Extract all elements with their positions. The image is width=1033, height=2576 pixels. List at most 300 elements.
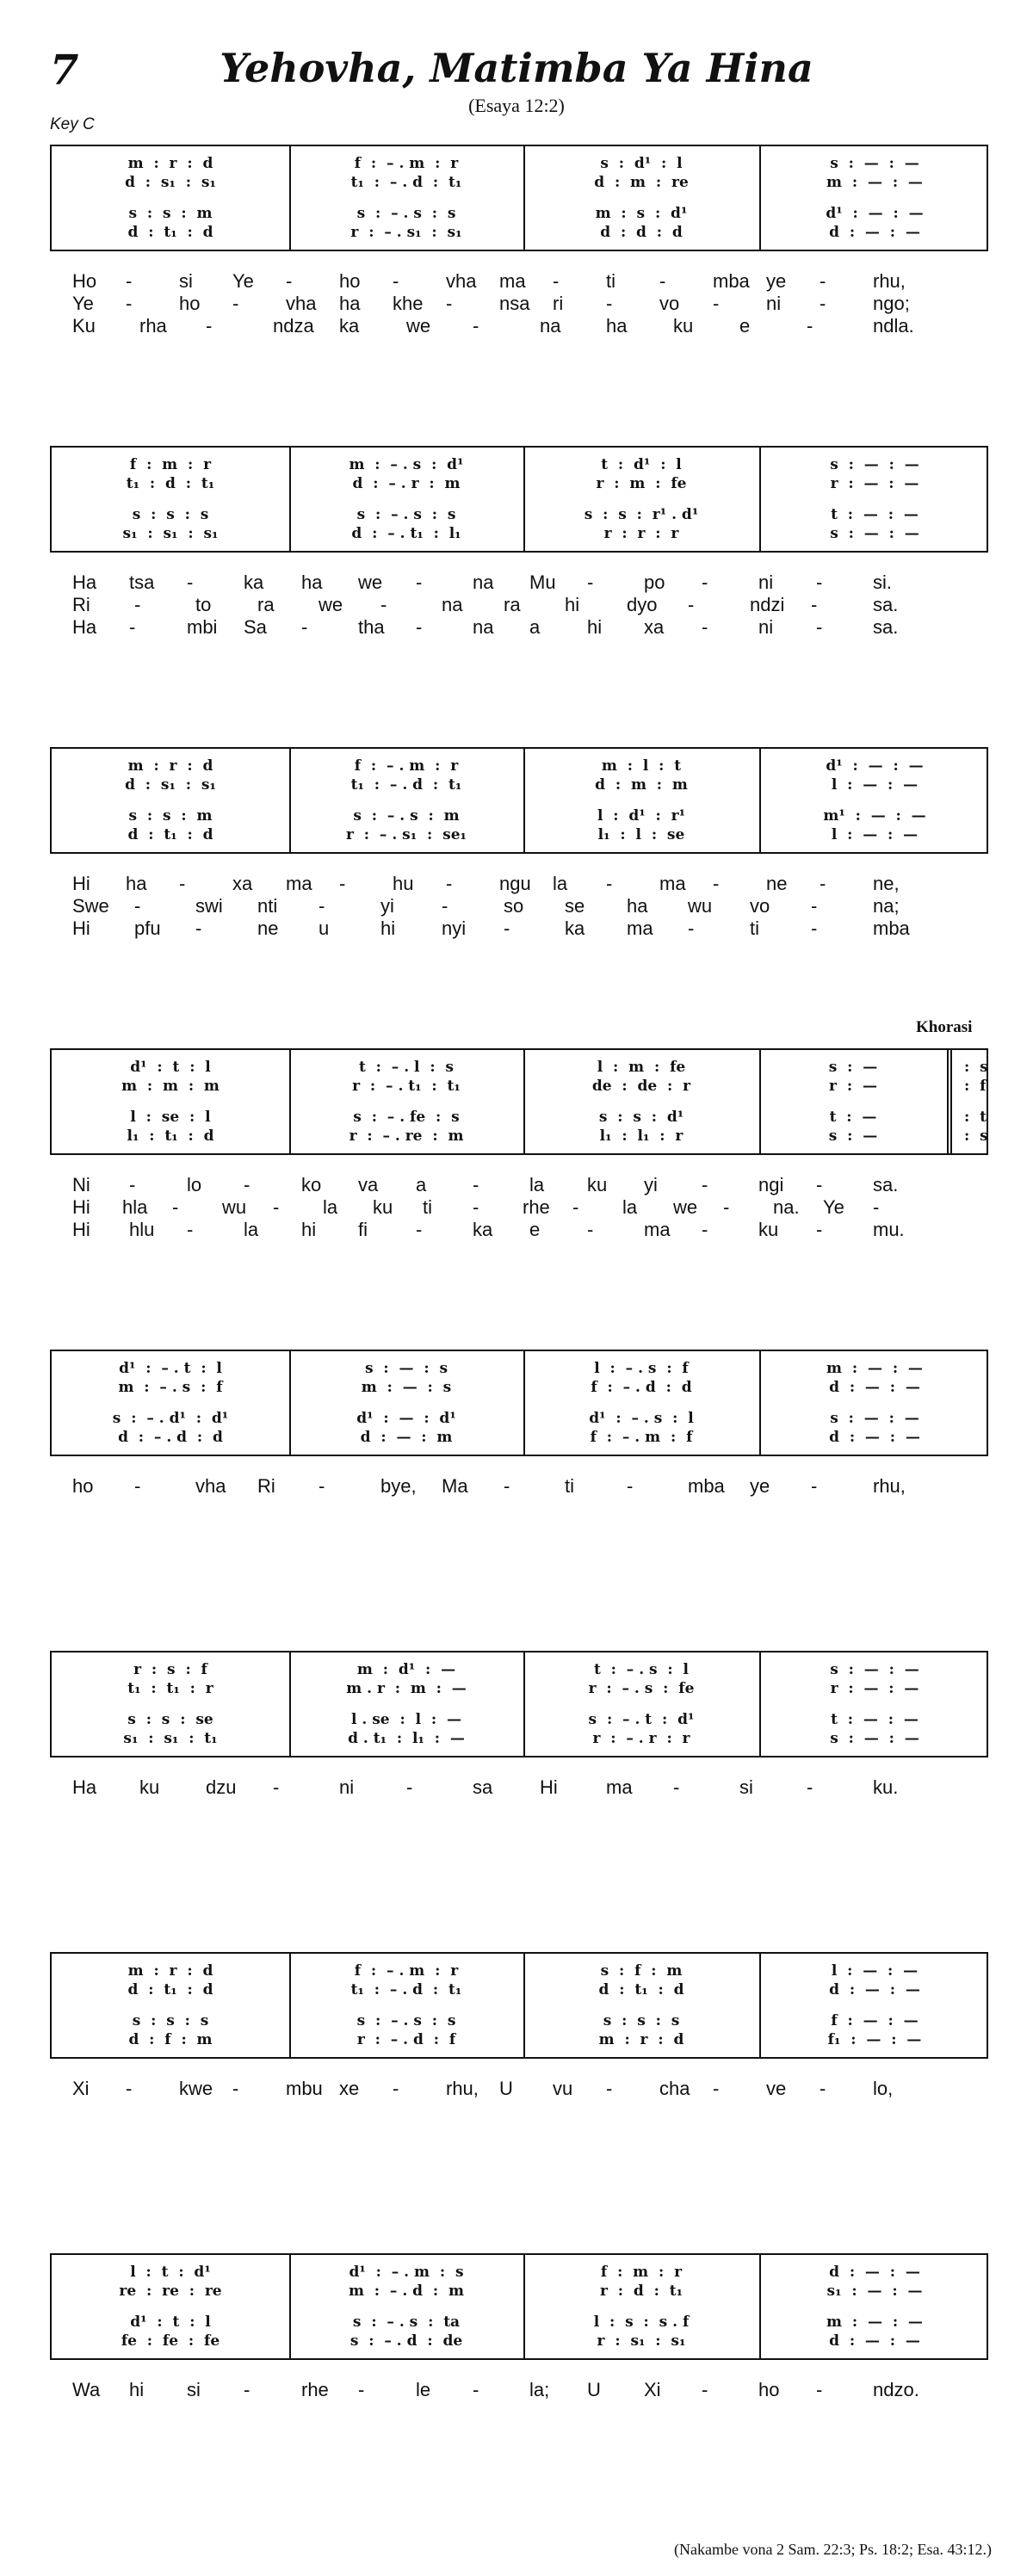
lyric-syllable: -	[816, 1219, 823, 1240]
measure-notes: s : – . d : de	[349, 2332, 463, 2350]
measure-notes: d¹ : — : —	[826, 757, 924, 775]
measure-notes: d : — : —	[829, 1379, 920, 1396]
lyric-syllable: va	[358, 1174, 379, 1195]
music-system	[50, 1048, 988, 1155]
measure-notes: t₁ : – . d : t₁	[350, 174, 462, 191]
lyric-syllable: ha	[301, 571, 323, 593]
lyric-syllable: -	[702, 1174, 708, 1195]
measure-notes: m : – . d : m	[348, 2283, 465, 2300]
lyric-syllable: si	[739, 1776, 753, 1798]
lyric-syllable: hi	[565, 594, 580, 615]
measure-notes: m : r : d	[127, 1962, 213, 1980]
voice-row	[52, 2332, 987, 2350]
lyric-syllable: -	[187, 571, 194, 593]
lyric-syllable: Ye	[232, 270, 254, 292]
measure-notes: d : t₁ : d	[127, 224, 213, 241]
lyric-line	[50, 873, 988, 895]
lyric-syllable: -	[393, 270, 399, 292]
measure-notes: m : d¹ : —	[356, 1661, 456, 1678]
measure-notes: s₁ : — : —	[826, 2283, 923, 2300]
lyric-syllable: yi	[644, 1174, 658, 1195]
lyric-syllable: ho	[339, 270, 361, 292]
measure-notes: f : – . m : r	[354, 155, 459, 172]
lyric-syllable: Ha	[72, 616, 97, 638]
chorus-label: Khorasi	[916, 1018, 973, 1036]
voice-row	[52, 174, 987, 191]
lyric-syllable: nti	[257, 895, 278, 917]
voice-row	[52, 1661, 987, 1678]
voice-row	[52, 1429, 987, 1446]
lyric-syllable: e	[529, 1219, 541, 1240]
lyric-syllable: ti	[606, 270, 615, 292]
measure-notes: t₁ : – . d : t₁	[350, 1981, 462, 1998]
measure-notes: d : s₁ : s₁	[125, 174, 216, 191]
lyric-syllable: ku	[373, 1196, 393, 1218]
measure-notes: s : – . s : ta	[352, 2313, 461, 2331]
voice-row	[52, 506, 987, 523]
lyric-syllable: -	[126, 2078, 133, 2099]
lyric-line	[50, 917, 988, 940]
measure-notes: s : s : se	[127, 1711, 213, 1728]
measure-notes: s : s : s	[603, 2012, 680, 2029]
lyric-line	[50, 1475, 988, 1498]
lyric-syllable: Ri	[257, 1475, 275, 1497]
measure-notes: d : — : —	[829, 224, 920, 241]
lyric-syllable: Xi	[644, 2379, 661, 2400]
lyric-syllable: mbu	[286, 2078, 323, 2099]
voice-row	[52, 1410, 987, 1427]
measure-notes: s : — : —	[830, 1661, 919, 1678]
lyric-syllable: -	[702, 616, 708, 638]
voice-row	[52, 807, 987, 825]
lyric-syllable: -	[873, 1196, 880, 1218]
measure-notes: d : s₁ : s₁	[125, 776, 216, 794]
lyric-syllable: -	[393, 2078, 399, 2099]
lyric-syllable: Xi	[72, 2078, 90, 2099]
lyric-syllable: ma	[606, 1776, 633, 1798]
lyric-syllable: ko	[301, 1174, 322, 1195]
lyric-syllable: swi	[195, 895, 223, 917]
lyric-syllable: ni	[758, 571, 774, 593]
measure-notes: t : — : —	[831, 506, 919, 523]
measure-notes: m : — : s	[361, 1379, 452, 1396]
lyric-syllable: khe	[393, 293, 424, 314]
lyric-syllable: ma	[286, 873, 312, 894]
lyric-syllable: -	[723, 1196, 730, 1218]
voice-row	[52, 205, 987, 222]
lyric-syllable: -	[702, 2379, 708, 2400]
lyric-syllable: yi	[380, 895, 394, 917]
lyric-syllable: Ni	[72, 1174, 90, 1195]
lyric-syllable: -	[446, 873, 453, 894]
lyric-syllable: vha	[286, 293, 317, 314]
measure-notes: f₁ : — : —	[827, 2031, 922, 2048]
lyric-syllable: Hi	[72, 917, 90, 939]
lyric-syllable: to	[195, 594, 212, 615]
lyric-syllable: a	[529, 616, 541, 638]
lyric-syllable: we	[319, 594, 343, 615]
lyric-syllable: ne,	[873, 873, 900, 894]
lyric-syllable: -	[816, 1174, 823, 1195]
measure-notes: s : — : s	[364, 1360, 448, 1377]
measure-notes: f : – . d : d	[591, 1379, 692, 1396]
lyric-syllable: vha	[195, 1475, 226, 1497]
lyric-syllable: mba	[873, 917, 910, 939]
lyric-line	[50, 1196, 988, 1219]
lyric-line	[50, 2078, 988, 2100]
lyric-syllable: -	[627, 1475, 634, 1497]
lyric-syllable: mu.	[873, 1219, 905, 1240]
measure-notes: r : d : t₁	[599, 2283, 684, 2300]
lyric-syllable: -	[195, 917, 202, 939]
lyric-syllable: Sa	[244, 616, 267, 638]
measure-notes: l : se : l	[130, 1109, 211, 1126]
lyric-syllable: ha	[126, 873, 147, 894]
lyric-syllable: ho	[72, 1475, 94, 1497]
lyric-syllable: le	[416, 2379, 431, 2400]
lyric-syllable: ka	[565, 917, 585, 939]
lyric-syllable: -	[659, 270, 666, 292]
measure-notes: s : — : —	[830, 525, 919, 542]
measure-notes: d : — : —	[829, 2264, 920, 2281]
voice-row	[52, 1680, 987, 1697]
lyric-syllable: Mu	[529, 571, 556, 593]
lyric-syllable: -	[244, 2379, 251, 2400]
lyric-syllable: ra	[504, 594, 521, 615]
measure-notes: f : – . m : r	[354, 1962, 459, 1980]
lyric-syllable: we	[406, 315, 431, 337]
lyric-syllable: ngu	[499, 873, 531, 894]
lyric-syllable: Ho	[72, 270, 97, 292]
lyric-syllable: tha	[358, 616, 385, 638]
lyric-syllable: la;	[529, 2379, 550, 2400]
voice-row	[52, 1078, 987, 1095]
lyric-syllable: -	[811, 895, 818, 917]
lyric-syllable: na	[442, 594, 463, 615]
lyric-syllable: -	[606, 873, 613, 894]
measure-notes: d : f : m	[128, 2031, 213, 2048]
lyric-syllable: sa.	[873, 1174, 899, 1195]
lyric-syllable: -	[816, 616, 823, 638]
lyric-syllable: -	[442, 895, 448, 917]
measure-notes: t₁ : d : t₁	[126, 475, 215, 492]
lyric-syllable: u	[319, 917, 330, 939]
measure-notes: s : – . d¹ : d¹	[112, 1410, 229, 1427]
measure-notes: l : d¹ : r¹	[597, 807, 686, 825]
lyric-syllable: xa	[644, 616, 665, 638]
lyric-syllable: xe	[339, 2078, 360, 2099]
measure-notes: l : m : fe	[597, 1059, 686, 1076]
lyric-syllable: -	[811, 917, 818, 939]
measure-notes: f : – . m : r	[354, 757, 459, 775]
measure-notes: f : – . m : f	[590, 1429, 693, 1446]
measure-notes: m : m : m	[121, 1078, 220, 1095]
lyric-syllable: ha	[339, 293, 361, 314]
lyric-syllable: -	[713, 2078, 720, 2099]
measure-notes: m : r : d	[127, 757, 213, 775]
measure-notes: : s	[964, 1127, 988, 1145]
lyric-syllable: ma	[499, 270, 526, 292]
measure-notes: s : —	[828, 1059, 878, 1076]
lyric-syllable: ka	[339, 315, 360, 337]
lyric-syllable: ti	[750, 917, 759, 939]
lyric-syllable: -	[232, 2078, 239, 2099]
lyric-syllable: -	[504, 1475, 510, 1497]
lyric-syllable: rhu,	[873, 270, 906, 292]
measure-notes: l₁ : l₁ : r	[599, 1127, 684, 1145]
measure-notes: s₁ : s₁ : s₁	[122, 525, 219, 542]
lyric-syllable: hlu	[129, 1219, 155, 1240]
measure-notes: d¹ : – . s : l	[589, 1410, 694, 1427]
voice-row	[52, 1711, 987, 1728]
measure-notes: r : s : f	[133, 1661, 207, 1678]
lyric-syllable: bye,	[380, 1475, 417, 1497]
measure-notes: s : — : —	[830, 456, 919, 473]
lyric-syllable: -	[232, 293, 239, 314]
measure-notes: d¹ : t : l	[130, 1059, 211, 1076]
lyric-syllable: ngo;	[873, 293, 910, 314]
lyric-syllable: ndzo.	[873, 2379, 919, 2400]
lyric-syllable: -	[473, 1174, 479, 1195]
scripture-reference: (Esaya 12:2)	[468, 95, 565, 116]
lyric-syllable: -	[416, 616, 423, 638]
lyric-syllable: rhu,	[873, 1475, 906, 1497]
lyric-syllable: ha	[627, 895, 648, 917]
measure-notes: : t	[964, 1109, 987, 1126]
lyric-syllable: ku	[758, 1219, 779, 1240]
lyric-syllable: rhe	[523, 1196, 550, 1218]
voice-row	[52, 1730, 987, 1747]
lyric-syllable: -	[606, 293, 613, 314]
measure-notes: : s	[964, 1059, 988, 1076]
measure-notes: t : – . l : s	[358, 1059, 455, 1076]
measure-notes: s : s : m	[128, 205, 213, 222]
lyric-syllable: -	[713, 293, 720, 314]
lyric-syllable: -	[473, 1196, 479, 1218]
lyric-syllable: la	[244, 1219, 259, 1240]
lyric-syllable: tsa	[129, 571, 155, 593]
lyric-syllable: -	[134, 594, 141, 615]
lyric-syllable: -	[380, 594, 387, 615]
lyric-line	[50, 315, 988, 337]
lyric-syllable: -	[286, 270, 293, 292]
lyric-syllable: -	[134, 1475, 141, 1497]
measure-notes: m : – . s : d¹	[349, 456, 464, 473]
lyric-syllable: cha	[659, 2078, 690, 2099]
measure-notes: m : s : d¹	[595, 205, 688, 222]
lyric-line	[50, 270, 988, 293]
lyric-syllable: mba	[688, 1475, 725, 1497]
lyric-syllable: rhe	[301, 2379, 329, 2400]
measure-notes: d¹ : – . t : l	[119, 1360, 222, 1377]
measure-notes: d¹ : – . m : s	[349, 2264, 464, 2281]
measure-notes: r : – . s₁ : se₁	[346, 826, 467, 843]
lyric-syllable: hla	[122, 1196, 148, 1218]
measure-notes: m : — : —	[826, 1360, 923, 1377]
voice-row	[52, 776, 987, 794]
lyric-syllable: -	[273, 1196, 280, 1218]
measure-notes: r : – . r : r	[592, 1730, 690, 1747]
lyric-syllable: -	[688, 917, 695, 939]
measure-notes: s : s : d¹	[598, 1109, 684, 1126]
lyric-syllable: -	[572, 1196, 579, 1218]
measure-notes: d : t₁ : d	[127, 826, 213, 843]
lyric-syllable: na.	[773, 1196, 800, 1218]
lyric-syllable: -	[820, 293, 826, 314]
lyric-line	[50, 2379, 988, 2401]
measure-notes: l . se : l : —	[351, 1711, 461, 1728]
measure-notes: d : t₁ : d	[598, 1981, 684, 1998]
lyric-syllable: rha	[139, 315, 167, 337]
measure-notes: f : m : r	[600, 2264, 683, 2281]
lyric-syllable: Wa	[72, 2379, 101, 2400]
measure-notes: s : — : —	[830, 155, 919, 172]
measure-notes: d : t₁ : d	[127, 1981, 213, 1998]
measure-notes: l₁ : l : se	[597, 826, 685, 843]
lyric-syllable: ka	[473, 1219, 493, 1240]
lyric-syllable: -	[416, 1219, 423, 1240]
voice-row	[52, 224, 987, 241]
lyric-syllable: lo,	[873, 2078, 894, 2099]
measure-notes: s : —	[828, 1127, 878, 1145]
voice-row	[52, 475, 987, 492]
measure-notes: s : – . t : d¹	[588, 1711, 695, 1728]
measure-notes: r : – . s : fe	[588, 1680, 695, 1697]
measure-notes: s : f : m	[600, 1962, 683, 1980]
lyric-syllable: ma	[644, 1219, 671, 1240]
lyric-syllable: -	[702, 571, 708, 593]
lyric-syllable: kwe	[179, 2078, 213, 2099]
lyric-syllable: si	[187, 2379, 201, 2400]
lyric-syllable: -	[702, 1219, 708, 1240]
lyric-syllable: -	[129, 1174, 136, 1195]
lyric-syllable: ni	[339, 1776, 355, 1798]
voice-row	[52, 2012, 987, 2029]
music-system	[50, 446, 988, 553]
voice-row	[52, 826, 987, 843]
measure-notes: m¹ : — : —	[823, 807, 926, 825]
lyric-syllable: -	[553, 270, 560, 292]
lyric-syllable: -	[811, 594, 818, 615]
measure-notes: r : – . d : f	[356, 2031, 456, 2048]
voice-row	[52, 2283, 987, 2300]
lyric-syllable: la	[529, 1174, 545, 1195]
lyric-syllable: -	[820, 873, 826, 894]
measure-notes: m . r : m : —	[346, 1680, 467, 1697]
lyric-syllable: -	[688, 594, 695, 615]
lyric-syllable: na;	[873, 895, 900, 917]
measure-notes: m : l : t	[601, 757, 682, 775]
lyric-syllable: Hi	[72, 1219, 90, 1240]
lyric-line	[50, 571, 988, 594]
lyric-syllable: -	[587, 1219, 594, 1240]
measure-notes: t₁ : t₁ : r	[127, 1680, 213, 1697]
hymn-number: 7	[50, 46, 79, 95]
lyric-syllable: ye	[750, 1475, 770, 1497]
lyric-syllable: nsa	[499, 293, 530, 314]
measure-notes: m : — : —	[826, 2313, 923, 2331]
measure-notes: d : — : —	[829, 2332, 920, 2350]
lyric-line	[50, 1174, 988, 1196]
lyric-syllable: -	[807, 1776, 813, 1798]
lyric-syllable: -	[319, 895, 325, 917]
lyric-syllable: -	[446, 293, 453, 314]
lyric-syllable: ma	[659, 873, 686, 894]
lyric-syllable: ngi	[758, 1174, 784, 1195]
lyric-line	[50, 594, 988, 616]
footnote: (Nakambe vona 2 Sam. 22:3; Ps. 18:2; Esa. 43:12.)	[674, 2541, 992, 2558]
lyric-syllable: Hi	[72, 1196, 90, 1218]
lyric-syllable: si.	[873, 571, 892, 593]
measure-notes: d : d : d	[600, 224, 683, 241]
measure-notes: s : s : s	[132, 2012, 209, 2029]
measure-notes: r : r : r	[603, 525, 679, 542]
lyric-syllable: ndza	[273, 315, 314, 337]
lyric-syllable: si	[179, 270, 193, 292]
lyric-syllable: ye	[766, 270, 787, 292]
lyric-syllable: vo	[750, 895, 770, 917]
measure-notes: r : – . re : m	[349, 1127, 464, 1145]
measure-notes: d : m : re	[594, 174, 689, 191]
lyric-syllable: ndzi	[750, 594, 785, 615]
voice-row	[52, 1360, 987, 1377]
measure-notes: l₁ : t₁ : d	[127, 1127, 214, 1145]
lyric-syllable: hi	[301, 1219, 317, 1240]
lyric-syllable: -	[587, 571, 594, 593]
measure-notes: d : — : —	[829, 1981, 920, 1998]
lyric-syllable: -	[187, 1219, 194, 1240]
lyric-syllable: Ma	[442, 1475, 468, 1497]
measure-notes: s : – . fe : s	[353, 1109, 460, 1126]
voice-row	[52, 1109, 987, 1126]
measure-notes: s : s : r¹ . d¹	[584, 506, 699, 523]
lyric-syllable: wu	[688, 895, 713, 917]
lyric-syllable: sa	[473, 1776, 493, 1798]
lyric-syllable: U	[587, 2379, 601, 2400]
measure-notes: r : — : —	[830, 475, 919, 492]
voice-row	[52, 757, 987, 775]
lyric-syllable: ti	[423, 1196, 432, 1218]
measure-notes: s : — : —	[830, 1730, 919, 1747]
lyric-syllable: ne	[766, 873, 788, 894]
voice-row	[52, 1962, 987, 1980]
measure-notes: l : — : —	[831, 826, 919, 843]
measure-notes: l : — : —	[831, 1962, 919, 1980]
lyric-syllable: ho	[179, 293, 201, 314]
lyric-syllable: we	[673, 1196, 698, 1218]
measure-notes: s : — : —	[830, 1410, 919, 1427]
measure-notes: de : de : r	[591, 1078, 691, 1095]
lyric-syllable: ndla.	[873, 315, 914, 337]
voice-row	[52, 1059, 987, 1076]
lyric-syllable: -	[406, 1776, 413, 1798]
lyric-syllable: so	[504, 895, 524, 917]
measure-notes: f : — : —	[831, 2012, 919, 2029]
measure-notes: d : — : m	[360, 1429, 453, 1446]
lyric-syllable: ne	[257, 917, 279, 939]
measure-notes: m : — : —	[826, 174, 923, 191]
voice-row	[52, 525, 987, 542]
measure-notes: f : m : r	[129, 456, 212, 473]
lyric-syllable: se	[565, 895, 585, 917]
voice-row	[52, 456, 987, 473]
lyric-syllable: dyo	[627, 594, 658, 615]
measure-notes: d : – . d : d	[118, 1429, 223, 1446]
measure-notes: r : —	[829, 1078, 877, 1095]
measure-notes: l : – . s : f	[594, 1360, 689, 1377]
hymn-title: Yehovha, Matimba Ya Hina	[220, 45, 813, 91]
lyric-syllable: -	[301, 616, 308, 638]
